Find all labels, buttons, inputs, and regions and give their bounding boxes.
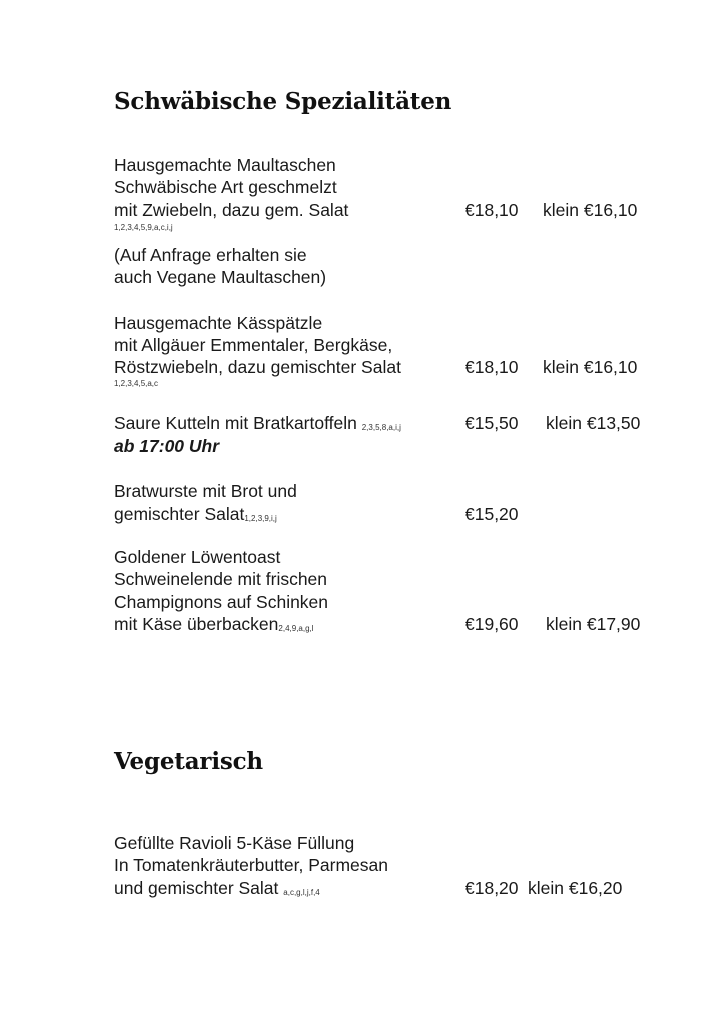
item-line: mit Allgäuer Emmentaler, Bergkäse,	[114, 335, 393, 355]
item-price-klein: klein €13,50	[546, 413, 641, 433]
item-line: mit Zwiebeln, dazu gem. Salat	[114, 200, 349, 220]
item-line	[114, 877, 320, 903]
item-line: Schwäbische Art geschmelzt	[114, 177, 337, 197]
item-price-klein: klein €17,90	[546, 614, 641, 634]
item-name: Saure Kutteln mit Bratkartoffeln	[114, 413, 357, 433]
item-name: mit Käse überbacken	[114, 614, 279, 634]
allergen-codes: 1,2,3,4,5,a,c	[114, 379, 159, 388]
item-line: Hausgemachte Maultaschen	[114, 155, 336, 175]
item-line: Schweinelende mit frischen	[114, 569, 328, 589]
item-line: In Tomatenkräuterbutter, Parmesan	[114, 855, 388, 875]
item-note-line: (Auf Anfrage erhalten sie	[114, 245, 307, 265]
item-line: Hausgemachte Kässpätzle	[114, 313, 323, 333]
allergen-codes: 1,2,3,9,i,j	[244, 514, 277, 523]
allergen-codes: 1,2,3,4,5,9,a,c,i,j	[114, 223, 173, 232]
item-price: €15,50	[465, 413, 519, 433]
item-price: €18,20	[465, 878, 519, 898]
allergen-codes: 2,3,5,8,a,i,j	[361, 423, 401, 432]
item-price: €15,20	[465, 504, 519, 524]
item-name: gemischter Salat	[114, 504, 245, 524]
item-note-line: auch Vegane Maultaschen)	[114, 267, 327, 287]
item-price-klein: klein €16,10	[543, 357, 638, 377]
item-price-klein: klein €16,20	[528, 878, 623, 898]
item-line	[114, 503, 277, 529]
item-line: Gefüllte Ravioli 5-Käse Füllung	[114, 833, 355, 853]
allergen-codes: 2,4,9,a,g,l	[278, 624, 314, 633]
item-line: Röstzwiebeln, dazu gemischter Salat	[114, 357, 401, 377]
item-line	[114, 613, 314, 639]
item-line: Bratwurste mit Brot und	[114, 481, 297, 501]
section-title-vegetarisch: Vegetarisch	[114, 748, 263, 775]
item-price: €19,60	[465, 614, 519, 634]
section-title-schwaebisch: Schwäbische Spezialitäten	[114, 88, 452, 115]
item-price: €18,10	[465, 357, 519, 377]
item-price: €18,10	[465, 200, 519, 220]
item-line: Goldener Löwentoast	[114, 547, 281, 567]
item-line: Champignons auf Schinken	[114, 592, 329, 612]
item-name: und gemischter Salat	[114, 878, 279, 898]
allergen-codes: a,c,g,l,j,f,4	[283, 888, 320, 897]
item-price-klein: klein €16,10	[543, 200, 638, 220]
item-time-note: ab 17:00 Uhr	[114, 436, 220, 456]
